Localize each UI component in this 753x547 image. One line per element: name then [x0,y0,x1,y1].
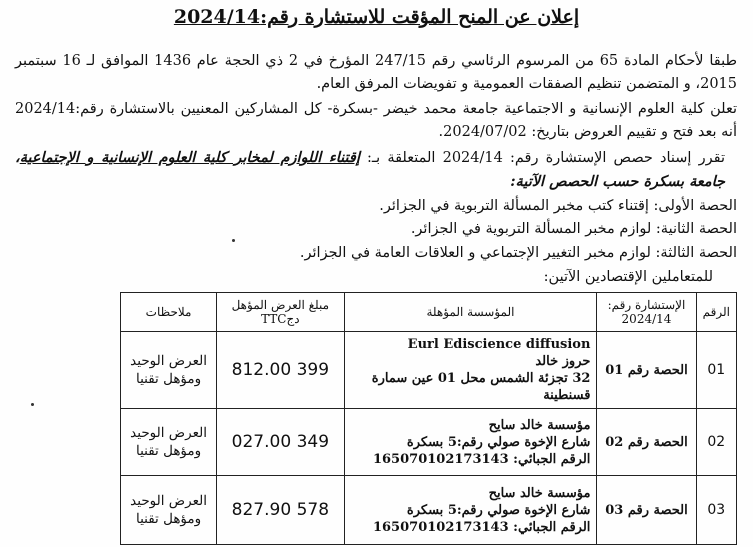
firm-name: مؤسسة خالد سايح [488,417,591,433]
row-lot: الحصة رقم 02 [597,409,696,476]
lot-1-description: الحصة الأولى: إقتناء كتب مخبر المسألة التربوية في الجزائر. [379,198,737,214]
scan-speck [232,239,235,242]
row-amount: 349 027.00 [217,409,344,476]
awarded-lots-table [120,292,737,545]
header-consultation-line2: 2024/14 [621,312,672,326]
note-line2: ومؤهل تقنيا [135,371,202,387]
lot-3-description: الحصة الثالثة: لوازم مخبر التغيير الإجتماعي و العلاقات العامة في الجزائر. [299,245,737,261]
operators-intro: للمتعاملين الإقتصادين الآتين: [543,269,713,285]
award-decision-prefix: تقرر إسناد حصص الإستشارة رقم: 2024/14 المتعلقة بـ: [359,150,725,166]
table-row [121,476,737,545]
header-number: الرقم [696,293,736,332]
row-firm [344,476,597,545]
row-firm [344,332,597,409]
header-consultation [597,293,696,332]
firm-name: Eurl Ediscience diffusion [407,337,591,352]
note-line1: العرض الوحيد [130,493,207,509]
row-firm [344,409,597,476]
table-row [121,409,737,476]
note-line2: ومؤهل تقنيا [135,511,202,527]
header-amount-line1: مبلغ العرض المؤهل [231,298,330,312]
row-lot: الحصة رقم 03 [597,476,696,545]
row-note [121,476,217,545]
row-number: 01 [696,332,736,409]
row-number: 02 [696,409,736,476]
table-header-row [121,293,737,332]
row-note [121,409,217,476]
row-amount: 399 812.00 [217,332,344,409]
row-lot: الحصة رقم 01 [597,332,696,409]
header-notes: ملاحظات [121,293,217,332]
firm-tax-number: الرقم الجبائي: 165070102173143 [372,451,591,467]
header-consultation-line1: الإستشارة رقم: [607,298,686,312]
row-number: 03 [696,476,736,545]
firm-city: قسنطينة [543,388,591,403]
faculty-announcement-paragraph: تعلن كلية العلوم الإنسانية و الاجتماعية جامعة محمد خيضر -بسكرة- كل المشاركين المعنيين بالاستشارة رقم:2024/14 أنه بعد فتح و تقييم العروض بتاريخ: 2024/07/02. [15,101,737,140]
firm-name: مؤسسة خالد سايح [488,485,591,501]
header-amount-line2: دجTTC [261,312,300,326]
row-note [121,332,217,409]
note-line1: العرض الوحيد [130,425,207,441]
note-line2: ومؤهل تقنيا [135,443,202,459]
document-title: إعلان عن المنح المؤقت للاستشارة رقم:2024/14 [173,6,580,28]
firm-tax-number: الرقم الجبائي: 165070102173143 [372,519,591,535]
header-firm: المؤسسة المؤهلة [344,293,597,332]
row-amount: 578 827.90 [217,476,344,545]
award-decision-subject: إقتناء اللوازم لمخابر كلية العلوم الإنسانية و الإجتماعية [19,149,360,166]
award-decision-paragraph [15,146,725,194]
note-line1: العرض الوحيد [130,353,207,369]
firm-owner: حروز خالد [535,354,591,369]
firm-address: شارع الإخوة صولي رقم:5 بسكرة [406,434,591,450]
firm-address: شارع الإخوة صولي رقم:5 بسكرة [406,502,591,518]
lot-2-description: الحصة الثانية: لوازم مخبر المسألة التربوية في الجزائر. [410,221,737,237]
table-row [121,332,737,409]
award-decision-suffix: ، جامعة بسكرة حسب الحصص الآتية: [15,149,725,190]
firm-address: 32 تجزئة الشمس محل 01 عين سمارة [371,371,591,386]
scan-speck [31,403,34,406]
header-amount [217,293,344,332]
legal-basis-paragraph: طبقا لأحكام المادة 65 من المرسوم الرئاسي رقم 247/15 المؤرخ في 2 ذي الحجة عام 1436 الموافق لـ 16 سبتمبر 2015، و المتضمن تنظيم الصفقات العمومية و تفويضات المرفق العام. [15,53,737,92]
